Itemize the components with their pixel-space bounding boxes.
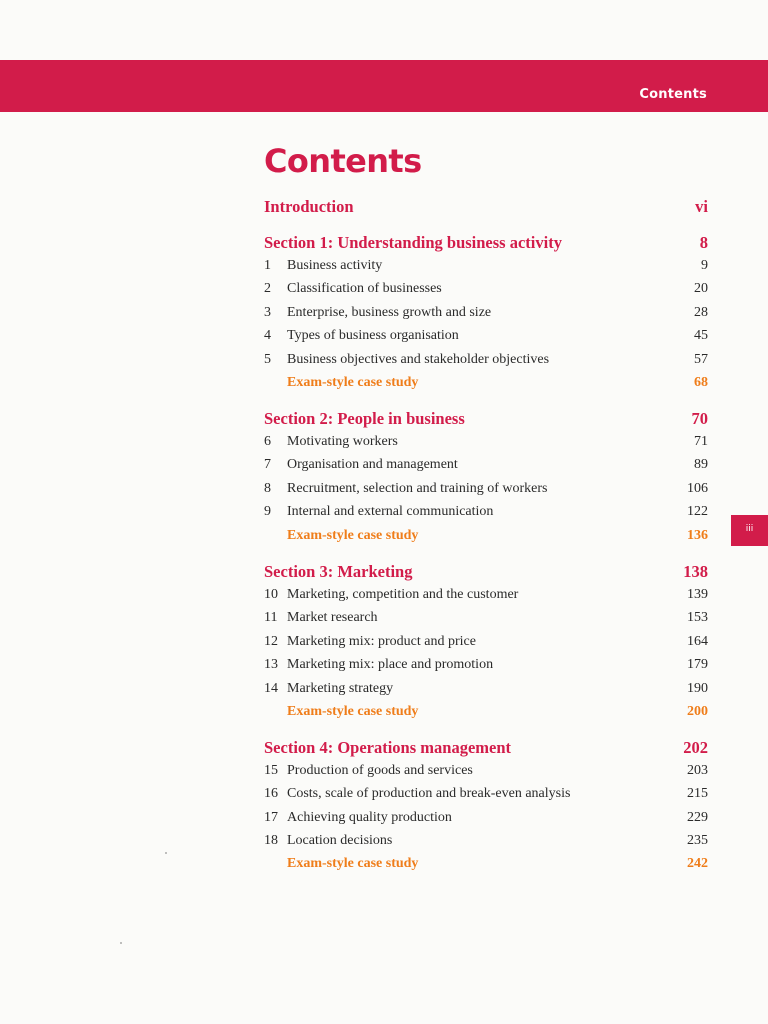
chapter-title: Achieving quality production — [287, 810, 452, 825]
toc-entry-title: Introduction — [264, 197, 354, 216]
chapter-title: Organisation and management — [287, 457, 458, 472]
case-study-title: Exam-style case study — [287, 856, 419, 871]
chapter-number: 17 — [264, 810, 278, 825]
chapter-number: 9 — [264, 504, 271, 519]
chapter-page: 71 — [694, 434, 708, 449]
chapter-number: 10 — [264, 587, 278, 602]
chapter-number: 18 — [264, 833, 278, 848]
chapter-title: Business objectives and stakeholder objectives — [287, 352, 550, 367]
chapter-page: 122 — [687, 504, 708, 519]
scan-speck — [120, 942, 122, 944]
chapter-page: 89 — [694, 457, 708, 472]
case-study-title: Exam-style case study — [287, 528, 419, 543]
chapter-title: Production of goods and services — [287, 763, 473, 778]
chapter-title: Costs, scale of production and break-even analysis — [287, 786, 571, 801]
header-band-label: Contents — [639, 87, 707, 102]
chapter-number: 16 — [264, 786, 278, 801]
chapter-number: 4 — [264, 328, 271, 343]
chapter-number: 6 — [264, 434, 271, 449]
chapter-page: 28 — [694, 305, 708, 320]
case-study-page: 136 — [687, 528, 708, 543]
toc-entry-title: Section 4: Operations management — [264, 738, 512, 757]
chapter-number: 14 — [264, 681, 278, 696]
chapter-title: Location decisions — [287, 833, 393, 848]
chapter-page: 139 — [687, 587, 708, 602]
chapter-title: Classification of businesses — [287, 281, 442, 296]
chapter-page: 164 — [687, 634, 708, 649]
toc-entry-title: Section 3: Marketing — [264, 562, 413, 581]
page-number-label: iii — [745, 524, 754, 534]
case-study-title: Exam-style case study — [287, 704, 419, 719]
chapter-number: 1 — [264, 258, 271, 273]
chapter-title: Types of business organisation — [287, 328, 459, 343]
chapter-page: 203 — [687, 763, 708, 778]
chapter-number: 5 — [264, 352, 271, 367]
toc-entry-page: 202 — [683, 738, 708, 757]
chapter-number: 12 — [264, 634, 278, 649]
chapter-number: 7 — [264, 457, 271, 472]
chapter-page: 9 — [701, 258, 708, 273]
scan-speck — [165, 852, 167, 854]
chapter-title: Business activity — [287, 258, 383, 273]
case-study-page: 242 — [687, 856, 708, 871]
chapter-page: 45 — [694, 328, 708, 343]
chapter-page: 215 — [687, 786, 708, 801]
toc-entry-page: vi — [695, 197, 708, 216]
chapter-title: Marketing strategy — [287, 681, 394, 696]
chapter-page: 229 — [687, 810, 708, 825]
chapter-title: Market research — [287, 610, 378, 625]
toc-entry-page: 8 — [699, 233, 708, 252]
chapter-page: 179 — [687, 657, 708, 672]
case-study-title: Exam-style case study — [287, 375, 419, 390]
chapter-page: 57 — [694, 352, 708, 367]
chapter-page: 20 — [694, 281, 708, 296]
chapter-title: Internal and external communication — [287, 504, 494, 519]
chapter-number: 15 — [264, 763, 278, 778]
chapter-page: 106 — [687, 481, 708, 496]
table-of-contents — [264, 0, 708, 1024]
chapter-number: 8 — [264, 481, 271, 496]
chapter-page: 235 — [687, 833, 708, 848]
page-number-tab — [731, 515, 768, 546]
chapter-title: Motivating workers — [287, 434, 398, 449]
toc-entry-page: 138 — [683, 562, 708, 581]
case-study-page: 68 — [694, 375, 708, 390]
chapter-page: 190 — [687, 681, 708, 696]
chapter-title: Enterprise, business growth and size — [287, 305, 492, 320]
toc-entry-title: Section 2: People in business — [264, 409, 465, 428]
chapter-title: Marketing, competition and the customer — [287, 587, 519, 602]
chapter-page: 153 — [687, 610, 708, 625]
chapter-title: Marketing mix: place and promotion — [287, 657, 494, 672]
chapter-title: Recruitment, selection and training of workers — [287, 481, 548, 496]
toc-entry-page: 70 — [691, 409, 708, 428]
toc-entry-title: Section 1: Understanding business activity — [264, 233, 562, 252]
chapter-number: 2 — [264, 281, 271, 296]
chapter-number: 13 — [264, 657, 278, 672]
chapter-title: Marketing mix: product and price — [287, 634, 476, 649]
case-study-page: 200 — [687, 704, 708, 719]
chapter-number: 3 — [264, 305, 271, 320]
page-title: Contents — [264, 142, 422, 180]
chapter-number: 11 — [264, 610, 278, 625]
